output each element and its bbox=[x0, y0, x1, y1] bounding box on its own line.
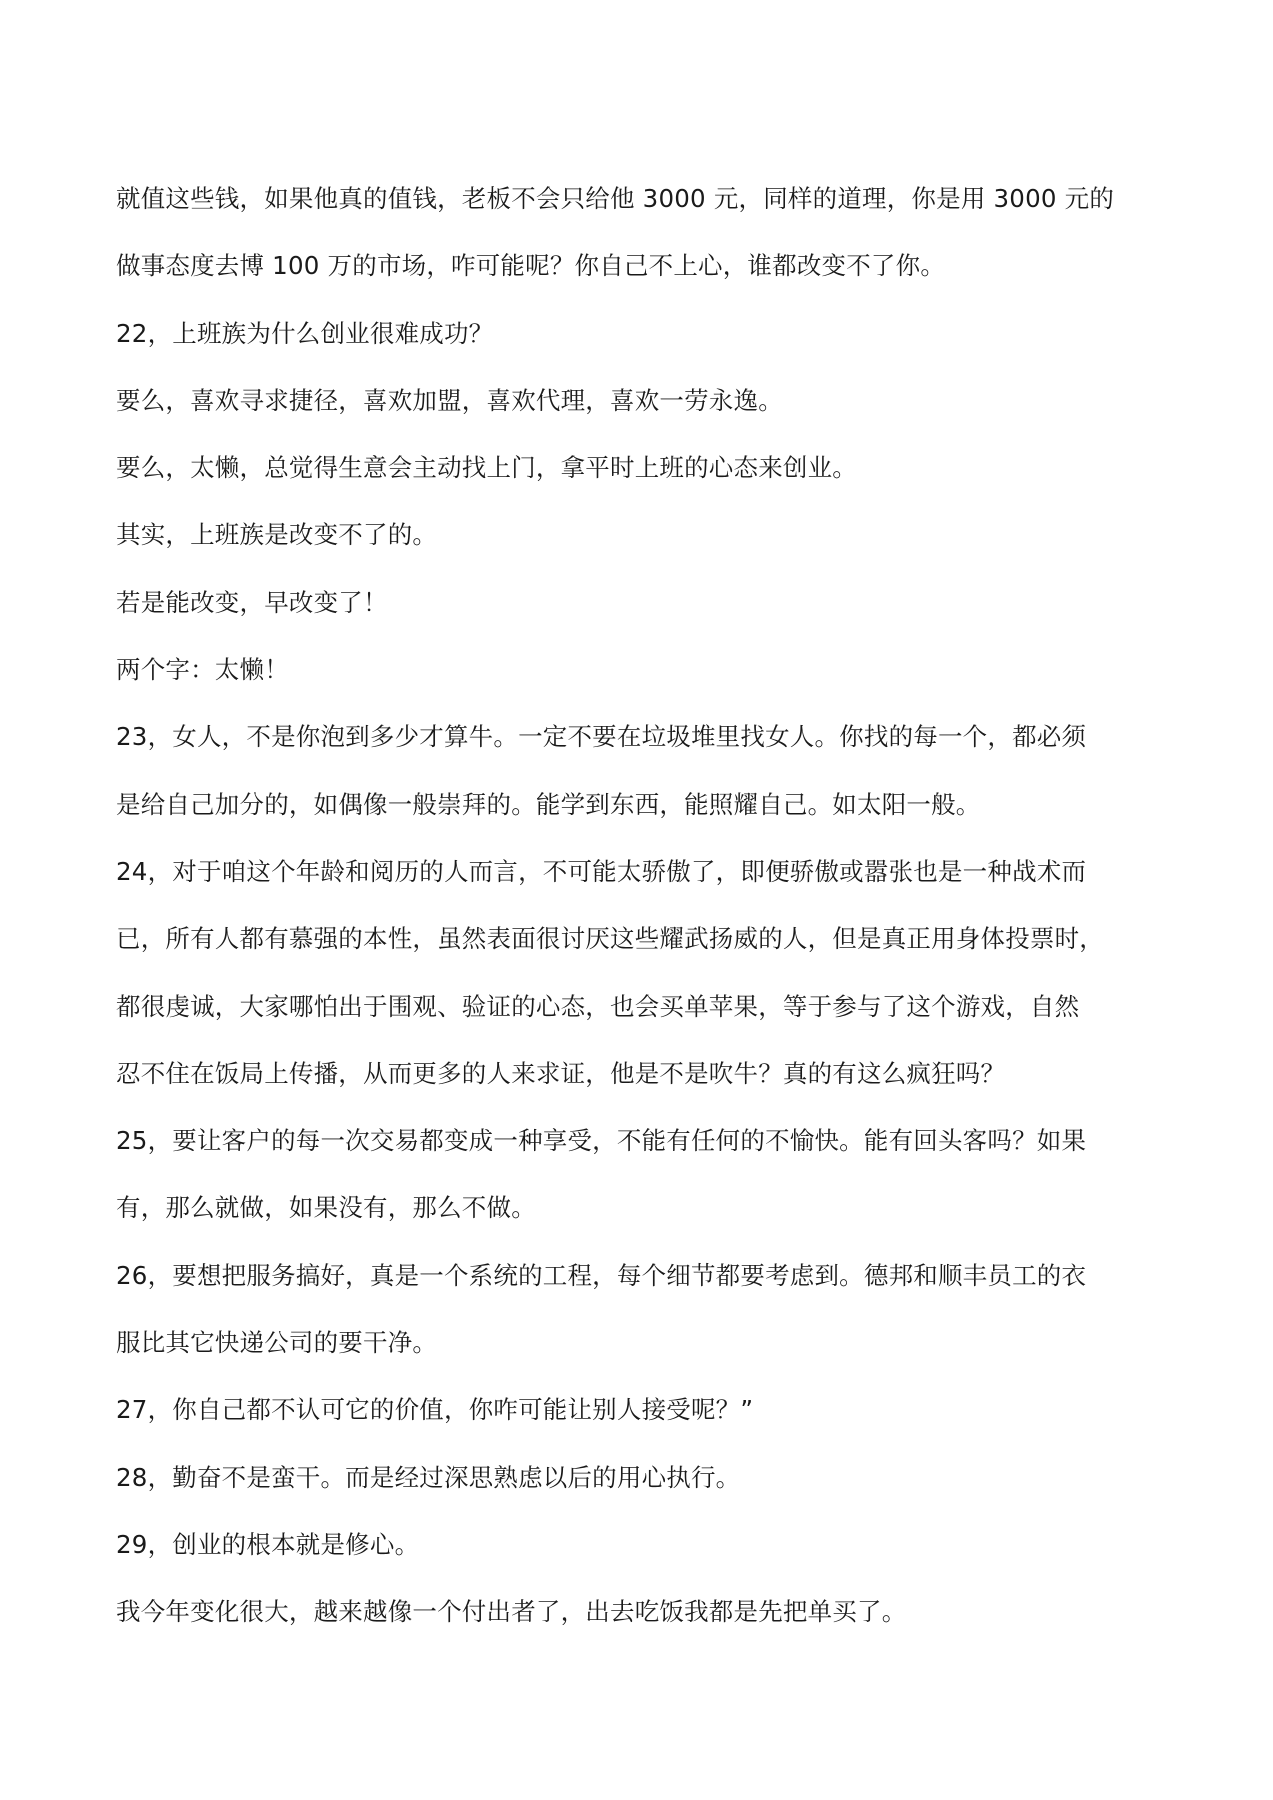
text-line: 若是能改变，早改变了！ bbox=[116, 587, 388, 617]
text-line: 有，那么就做，如果没有，那么不做。 bbox=[116, 1193, 536, 1223]
text-line: 做事态度去博 100 万的市场，咋可能呢？你自己不上心，谁都改变不了你。 bbox=[116, 251, 946, 281]
text-line: 我今年变化很大，越来越像一个付出者了，出去吃饭我都是先把单买了。 bbox=[116, 1597, 907, 1627]
document-body bbox=[116, 165, 1176, 1646]
text-line: 其实，上班族是改变不了的。 bbox=[116, 520, 438, 550]
text-line: 是给自己加分的，如偶像一般崇拜的。能学到东西，能照耀自己。如太阳一般。 bbox=[116, 789, 981, 819]
text-line: 24，对于咱这个年龄和阅历的人而言，不可能太骄傲了，即便骄傲或嚣张也是一种战术而 bbox=[116, 856, 1087, 886]
text-line: 25，要让客户的每一次交易都变成一种享受，不能有任何的不愉快。能有回头客吗？如果 bbox=[116, 1126, 1087, 1156]
text-line: 要么，太懒，总觉得生意会主动找上门，拿平时上班的心态来创业。 bbox=[116, 453, 857, 483]
text-line: 都很虔诚，大家哪怕出于围观、验证的心态，也会买单苹果，等于参与了这个游戏，自然 bbox=[116, 991, 1080, 1021]
text-line: 就值这些钱，如果他真的值钱，老板不会只给他 3000 元，同样的道理，你是用 3000 元的 bbox=[116, 184, 1115, 213]
text-line: 26，要想把服务搞好，真是一个系统的工程，每个细节都要考虑到。德邦和顺丰员工的衣 bbox=[116, 1260, 1087, 1290]
text-line: 22，上班族为什么创业很难成功？ bbox=[116, 318, 494, 348]
text-line: 忍不住在饭局上传播，从而更多的人来求证，他是不是吹牛？真的有这么疯狂吗？ bbox=[116, 1058, 1006, 1088]
text-line: 29，创业的根本就是修心。 bbox=[116, 1529, 420, 1559]
text-line: 23，女人，不是你泡到多少才算牛。一定不要在垃圾堆里找女人。你找的每一个，都必须 bbox=[116, 722, 1087, 752]
text-line: 要么，喜欢寻求捷径，喜欢加盟，喜欢代理，喜欢一劳永逸。 bbox=[116, 385, 783, 415]
text-line: 27，你自己都不认可它的价值，你咋可能让别人接受呢？” bbox=[116, 1395, 754, 1425]
text-line: 两个字：太懒！ bbox=[116, 655, 289, 685]
text-line: 服比其它快递公司的要干净。 bbox=[116, 1328, 438, 1358]
text-line: 已，所有人都有慕强的本性，虽然表面很讨厌这些耀武扬威的人，但是真正用身体投票时， bbox=[116, 924, 1104, 954]
text-line: 28，勤奋不是蛮干。而是经过深思熟虑以后的用心执行。 bbox=[116, 1462, 741, 1492]
